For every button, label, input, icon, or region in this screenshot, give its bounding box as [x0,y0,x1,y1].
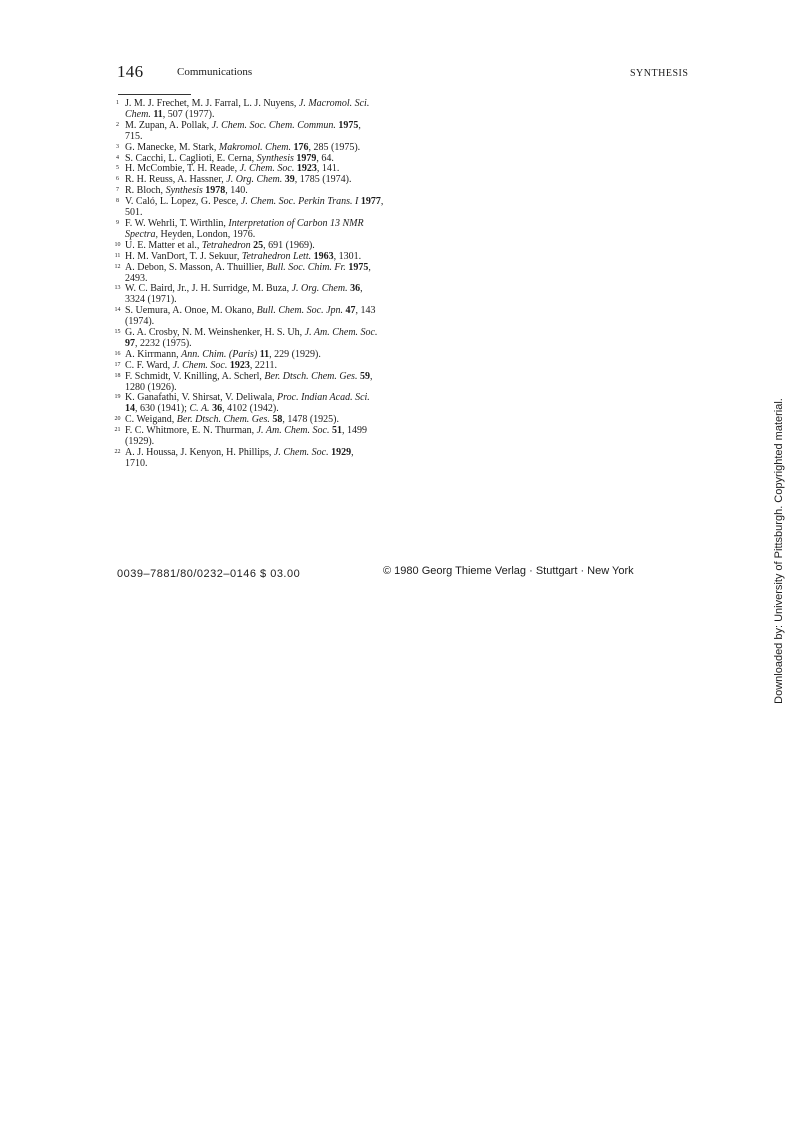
reference-segment: A. Kirrmann, [125,348,182,360]
reference-number: 18 [114,372,121,379]
reference-segment: , [358,119,361,131]
reference-segment: S. Uemura, A. Onoe, M. Okano, [125,305,257,317]
reference-segment: , 64. [316,152,334,164]
reference-number: 3 [116,143,119,150]
reference-text [125,284,423,306]
footnote-rule [118,94,191,95]
reference-item [113,306,423,328]
reference-item [113,328,423,350]
reference-italic-segment: Ber. Dtsch. Chem. Ges. [176,414,270,426]
reference-segment: J. M. J. Frechet, M. J. Farral, L. J. Nuyens, [125,98,299,109]
reference-bold-segment: 176 [293,141,309,153]
reference-segment: Heyden, London, 1976. [158,228,256,240]
reference-segment: , 507 (1977). [162,108,215,120]
reference-segment: K. Ganafathi, V. Shirsat, V. Deliwala, [125,392,278,404]
reference-italic-segment: Spectra, [125,228,159,240]
reference-italic-segment: J. Am. Chem. Soc. [256,425,330,437]
reference-number: 10 [114,241,121,248]
reference-bold-segment: 1975 [338,119,359,131]
reference-number: 17 [114,361,121,368]
reference-number: 6 [116,176,119,183]
article-code: 0039–7881/80/0232–0146 $ 03.00 [117,568,301,580]
reference-italic-segment: Chem. [125,108,151,120]
reference-item [113,219,423,241]
reference-bold-segment: 58 [272,414,283,426]
reference-italic-segment: Bull. Soc. Chim. Fr. [266,261,346,273]
reference-number: 7 [116,187,119,194]
reference-text [125,99,423,121]
reference-number: 1 [116,100,119,106]
reference-segment: , 140. [225,185,248,197]
reference-segment: 1280 (1926). [125,381,177,393]
reference-item [113,197,423,219]
reference-segment: G. A. Crosby, N. M. Weinshenker, H. S. Uh, [125,327,305,339]
journal-name: SYNTHESIS [630,68,689,79]
reference-bold-segment: 1923 [229,359,250,371]
reference-segment: , 2232 (1975). [135,337,192,349]
reference-segment: 3324 (1971). [125,294,177,306]
reference-segment: 715. [125,130,143,142]
reference-bold-segment: 1978 [205,185,226,197]
reference-segment: , 4102 (1942). [222,403,279,415]
reference-text [125,393,423,415]
page-number: 146 [117,62,144,81]
reference-number: 20 [114,416,121,423]
reference-number: 21 [114,427,121,434]
reference-italic-segment: Ber. Dtsch. Chem. Ges. [264,370,358,382]
reference-italic-segment: J. Chem. Soc. [239,163,295,175]
download-notice [769,398,789,704]
reference-segment: F. W. Wehrli, T. Wirthlin, [125,217,229,229]
reference-bold-segment: 1963 [313,250,334,262]
reference-segment: , [369,370,373,382]
reference-bold-segment: 1979 [296,152,317,164]
reference-number: 12 [114,263,121,270]
reference-italic-segment: J. Macromol. Sci. [298,98,370,109]
reference-text [125,197,423,219]
reference-bold-segment: 36 [350,283,361,295]
reference-item [113,263,423,285]
reference-segment: R. H. Reuss, A. Hassner, [125,174,227,186]
reference-bold-segment: 11 [153,108,163,120]
reference-segment: , [368,261,371,273]
reference-bold-segment: 25 [253,239,264,251]
reference-bold-segment: 47 [345,305,356,317]
reference-bold-segment: 14 [125,403,135,415]
reference-text [125,263,423,285]
reference-italic-segment: Synthesis [165,185,203,197]
reference-segment: , 2211. [249,359,278,371]
reference-italic-segment: Makromol. Chem. [218,141,291,153]
reference-number: 22 [114,449,121,455]
reference-number: 8 [116,198,119,205]
running-head: Communications [177,66,253,78]
reference-bold-segment: 1923 [296,163,317,175]
copyright-notice: © 1980 Georg Thieme Verlag · Stuttgart · New York [383,565,634,577]
reference-number: 14 [114,307,121,314]
reference-number: 11 [114,252,121,259]
reference-segment: A. Debon, S. Masson, A. Thuillier, [125,261,267,273]
reference-bold-segment: 59 [359,370,370,382]
reference-text [125,121,423,143]
reference-number: 9 [116,219,119,226]
reference-bold-segment: 51 [331,425,342,437]
reference-item [113,284,423,306]
reference-segment: , 1301. [333,250,362,262]
reference-bold-segment: 36 [212,403,223,415]
reference-item [113,426,423,448]
reference-number: 4 [116,154,119,161]
reference-italic-segment: Tetrahedron [201,239,251,251]
reference-segment: C. Weigand, [125,414,177,426]
reference-segment: , [380,196,384,208]
reference-text [125,372,423,394]
reference-italic-segment: Interpretation of Carbon 13 NMR [228,217,364,229]
reference-segment: , 143 [355,305,376,317]
reference-segment: M. Zupan, A. Pollak, [125,119,212,131]
reference-bold-segment: 97 [125,337,135,349]
reference-number: 2 [116,121,119,128]
reference-list [113,99,423,470]
reference-bold-segment: 11 [259,348,270,360]
reference-italic-segment: J. Chem. Soc. Perkin Trans. I [240,196,359,208]
reference-segment: (1974). [125,316,155,328]
reference-bold-segment: 1929 [331,447,352,458]
reference-segment: , 630 (1941); [135,403,190,415]
reference-segment: U. E. Matter et al., [125,239,202,251]
reference-text [125,426,423,448]
reference-bold-segment: 39 [284,174,295,186]
reference-number: 19 [114,394,121,401]
reference-segment: 1710. [125,457,148,469]
reference-number: 13 [114,285,121,292]
reference-segment: S. Cacchi, L. Caglioti, E. Cerna, [125,152,257,164]
reference-item [113,393,423,415]
reference-segment: , 141. [316,163,340,175]
reference-segment: (1929). [125,436,155,448]
reference-item [113,448,423,470]
reference-text [125,306,423,328]
reference-segment: A. J. Houssa, J. Kenyon, H. Phillips, [125,447,274,458]
reference-segment: C. F. Ward, [125,359,173,371]
reference-segment: 501. [125,207,143,219]
reference-italic-segment: Tetrahedron Lett. [241,250,312,262]
reference-bold-segment: 1977 [360,196,381,208]
reference-segment: , [360,283,363,295]
reference-bold-segment: 1975 [348,261,369,273]
reference-italic-segment: J. Org. Chem. [291,283,348,295]
reference-text [125,448,423,470]
reference-italic-segment: Bull. Chem. Soc. Jpn. [256,305,344,317]
reference-segment: F. Schmidt, V. Knilling, A. Scherl, [125,370,265,382]
reference-segment: , 1499 [341,425,367,437]
reference-segment: R. Bloch, [125,185,166,197]
reference-segment: H. McCombie, T. H. Reade, [125,163,240,175]
reference-italic-segment: J. Chem. Soc. [172,359,228,371]
reference-text [125,219,423,241]
reference-item [113,121,423,143]
reference-segment: F. C. Whitmore, E. N. Thurman, [125,425,257,437]
reference-italic-segment: Ann. Chim. (Paris) [181,348,258,360]
reference-number: 5 [116,165,119,172]
reference-segment: , [351,447,354,458]
download-notice-text: Downloaded by: University of Pittsburgh. Copyrighted material. [773,398,785,704]
reference-italic-segment: J. Org. Chem. [226,174,283,186]
reference-segment: H. M. VanDort, T. J. Sekuur, [125,250,242,262]
reference-italic-segment: Proc. Indian Acad. Sci. [277,392,370,404]
reference-italic-segment: J. Am. Chem. Soc. [304,327,378,339]
reference-segment: , 285 (1975). [308,141,361,153]
reference-italic-segment: J. Chem. Soc. Chem. Commun. [211,119,336,131]
reference-segment: 2493. [125,272,148,284]
reference-number: 15 [114,329,121,336]
reference-segment: , 229 (1929). [269,348,321,360]
reference-italic-segment: Synthesis [256,152,294,164]
reference-segment: , 691 (1969). [263,239,315,251]
reference-segment: , 1785 (1974). [294,174,352,186]
reference-segment: V. Caló, L. Lopez, G. Pesce, [125,196,241,208]
reference-segment: , 1478 (1925). [282,414,340,426]
reference-number: 16 [114,350,121,357]
reference-segment: G. Manecke, M. Stark, [125,141,219,153]
reference-text [125,328,423,350]
reference-item [113,99,423,121]
reference-italic-segment: C. A. [189,403,210,415]
reference-item [113,372,423,394]
reference-italic-segment: J. Chem. Soc. [273,447,329,458]
reference-segment: W. C. Baird, Jr., J. H. Surridge, M. Buza, [125,283,292,295]
